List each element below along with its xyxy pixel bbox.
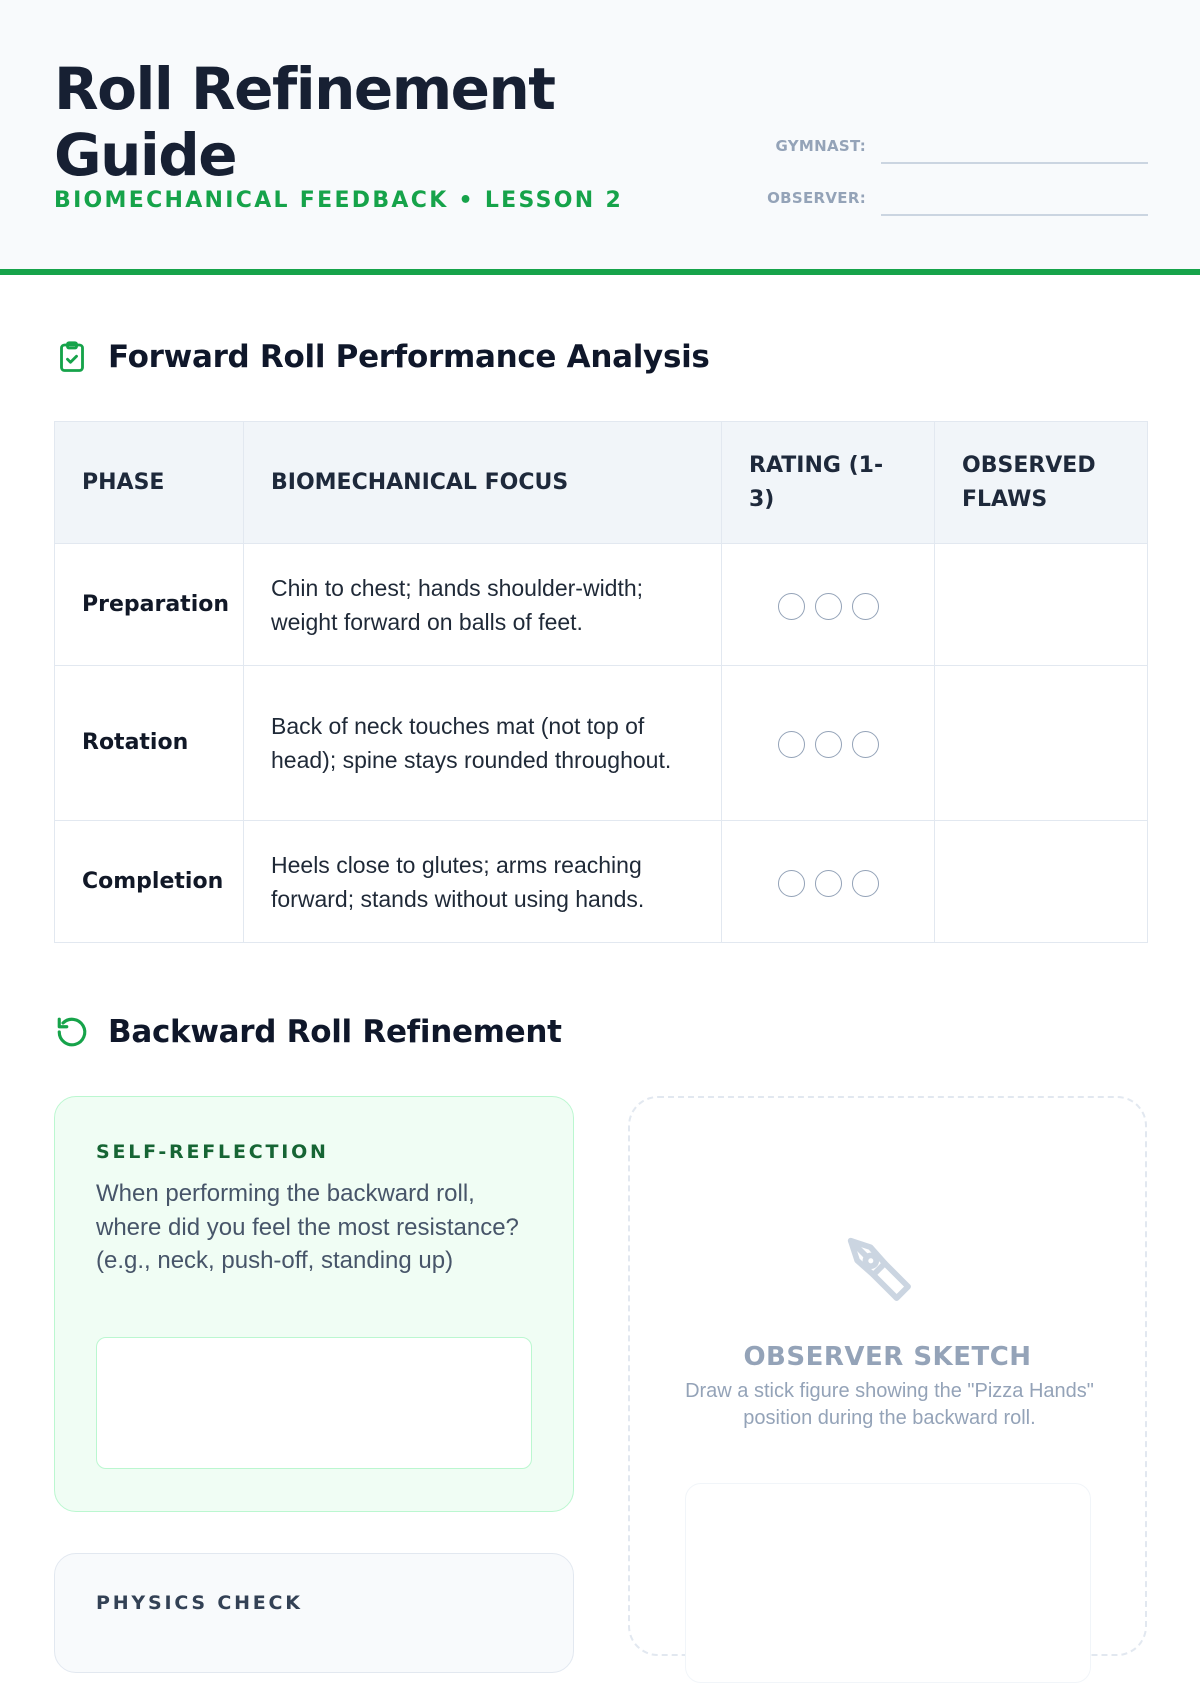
- pen-nib-icon: [840, 1230, 926, 1316]
- observer-field[interactable]: [700, 187, 1148, 217]
- flaws-cell[interactable]: [935, 666, 1148, 821]
- rating-cell: [722, 666, 935, 821]
- column-header-focus: BIOMECHANICAL FOCUS: [244, 422, 722, 544]
- gymnast-input-line[interactable]: [881, 162, 1148, 164]
- page-header: [0, 0, 1200, 275]
- self-reflection-card: [54, 1096, 574, 1512]
- rating-radio-1[interactable]: [778, 731, 805, 758]
- flaws-cell[interactable]: [935, 821, 1148, 943]
- focus-cell: Back of neck touches mat (not top of head); spine stays rounded throughout.: [244, 666, 722, 821]
- rating-radio-2[interactable]: [815, 870, 842, 897]
- clipboard-check-icon: [54, 339, 90, 375]
- focus-cell: Heels close to glutes; arms reaching forward; stands without using hands.: [244, 821, 722, 943]
- rating-radio-1[interactable]: [778, 870, 805, 897]
- rotate-ccw-icon: [54, 1014, 90, 1050]
- focus-cell: Chin to chest; hands shoulder-width; weight forward on balls of feet.: [244, 544, 722, 666]
- backward-roll-heading: [54, 1010, 654, 1054]
- page-title: Roll Refinement Guide: [54, 55, 555, 189]
- rating-radio-3[interactable]: [852, 731, 879, 758]
- rating-cell: [722, 821, 935, 943]
- phase-cell: Completion: [55, 821, 244, 943]
- phase-cell: Rotation: [55, 666, 244, 821]
- rating-radio-1[interactable]: [778, 593, 805, 620]
- observer-label: OBSERVER:: [767, 189, 866, 207]
- self-reflection-label: SELF-REFLECTION: [96, 1141, 329, 1163]
- gymnast-field[interactable]: [700, 135, 1148, 165]
- physics-check-label: PHYSICS CHECK: [96, 1592, 303, 1614]
- rating-radio-3[interactable]: [852, 593, 879, 620]
- rating-radio-2[interactable]: [815, 731, 842, 758]
- physics-check-card: [54, 1553, 574, 1673]
- backward-roll-title: Backward Roll Refinement: [108, 1014, 562, 1050]
- rating-radio-3[interactable]: [852, 870, 879, 897]
- sketch-drawing-area[interactable]: [685, 1483, 1091, 1683]
- column-header-flaws: OBSERVED FLAWS: [935, 422, 1148, 544]
- flaws-cell[interactable]: [935, 544, 1148, 666]
- self-reflection-answer-box[interactable]: [96, 1337, 532, 1469]
- rating-radio-2[interactable]: [815, 593, 842, 620]
- table-header-row: [55, 422, 1148, 544]
- observer-sketch-title: OBSERVER SKETCH: [743, 1342, 1032, 1372]
- column-header-rating: RATING (1-3): [722, 422, 935, 544]
- forward-roll-title: Forward Roll Performance Analysis: [108, 339, 710, 375]
- self-reflection-prompt: When performing the backward roll, where did you feel the most resistance? (e.g., neck, push-off, standing up): [96, 1180, 519, 1274]
- table-row: [55, 821, 1148, 943]
- observer-sketch-description: Draw a stick figure showing the "Pizza Hands" position during the backward roll.: [685, 1380, 1094, 1429]
- observer-sketch-panel: [628, 1096, 1147, 1656]
- table-row: [55, 544, 1148, 666]
- forward-roll-table: [54, 421, 1148, 943]
- forward-roll-heading: [54, 335, 754, 379]
- gymnast-label: GYMNAST:: [775, 137, 866, 155]
- column-header-phase: PHASE: [55, 422, 244, 544]
- rating-cell: [722, 544, 935, 666]
- observer-input-line[interactable]: [881, 214, 1148, 216]
- page-subtitle: BIOMECHANICAL FEEDBACK • LESSON 2: [54, 188, 624, 213]
- table-row: [55, 666, 1148, 821]
- phase-cell: Preparation: [55, 544, 244, 666]
